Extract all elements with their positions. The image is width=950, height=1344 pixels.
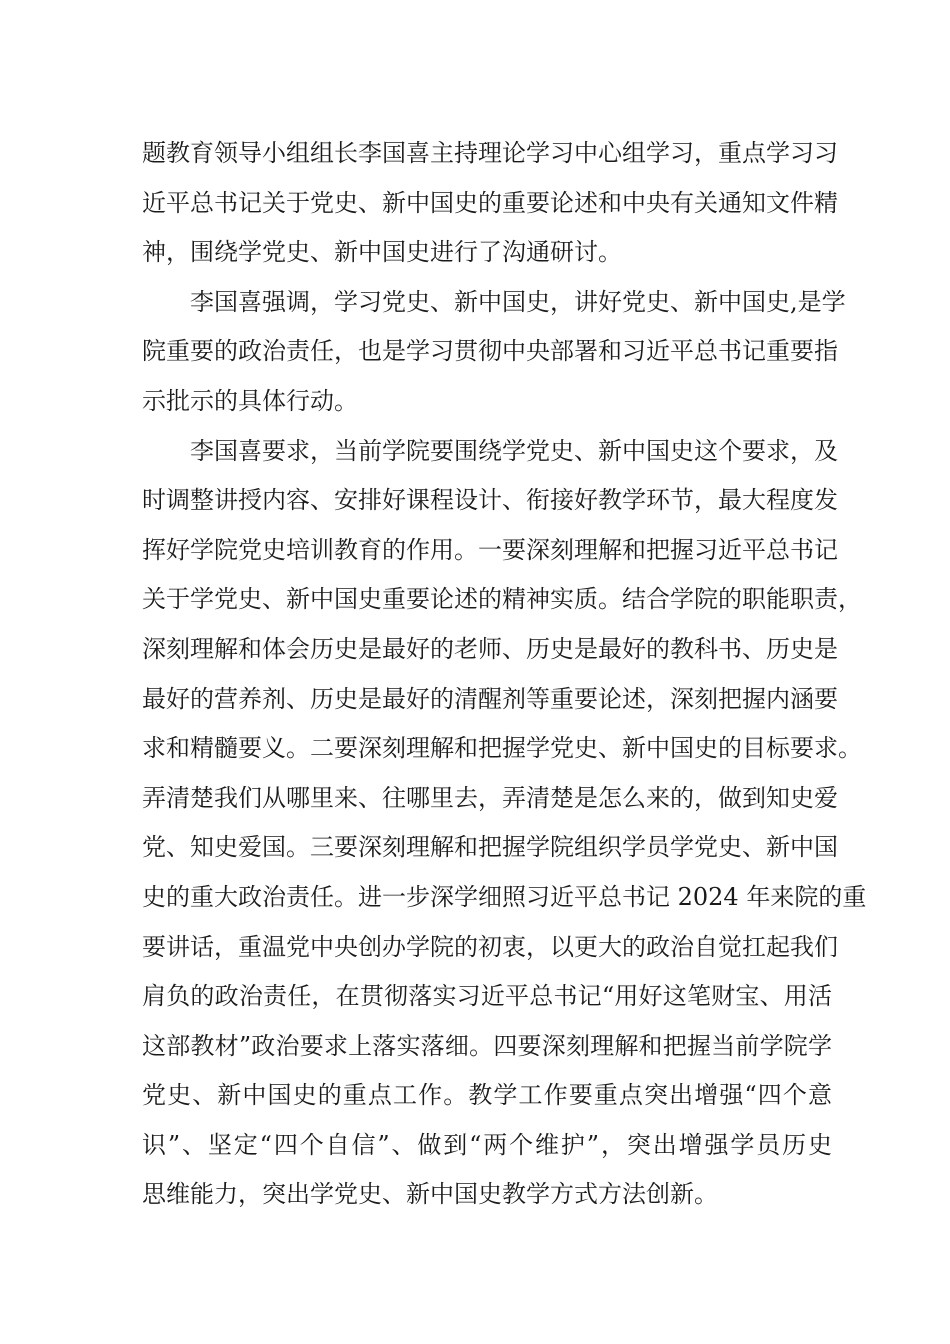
text-line: 近平总书记关于党史、新中国史的重要论述和中央有关通知文件精 — [142, 188, 838, 217]
text-line: 最好的营养剂、历史是最好的清醒剂等重要论述，深刻把握内涵要 — [142, 684, 838, 713]
text-line: 院重要的政治责任，也是学习贯彻中央部署和习近平总书记重要指 — [142, 337, 838, 366]
text-line: 示批示的具体行动。 — [142, 386, 358, 415]
text-line: 史的重大政治责任。进一步深学细照习近平总书记 2024 年来院的重 — [142, 882, 867, 911]
text-line: 挥好学院党史培训教育的作用。一要深刻理解和把握习近平总书记 — [142, 535, 838, 564]
text-line: 要讲话，重温党中央创办学院的初衷，以更大的政治自觉扛起我们 — [142, 932, 838, 961]
text-line: 深刻理解和体会历史是最好的老师、历史是最好的教科书、历史是 — [142, 634, 838, 663]
text-line: 关于学党史、新中国史重要论述的精神实质。结合学院的职能职责， — [142, 585, 862, 614]
text-line: 弄清楚我们从哪里来、往哪里去，弄清楚是怎么来的，做到知史爱 — [142, 783, 838, 812]
text-line: 这部教材”政治要求上落实落细。四要深刻理解和把握当前学院学 — [142, 1031, 832, 1060]
text-line: 肩负的政治责任，在贯彻落实习近平总书记“用好这笔财宝、用活 — [142, 982, 832, 1011]
text-line: 识”、坚定“四个自信”、做到“两个维护”，突出增强学员历史 — [142, 1130, 832, 1159]
paragraph-first-line: 李国喜强调，学习党史、新中国史，讲好党史、新中国史,是学 — [190, 287, 846, 316]
text-line: 党、知史爱国。三要深刻理解和把握学院组织学员学党史、新中国 — [142, 833, 838, 862]
text-line: 党史、新中国史的重点工作。教学工作要重点突出增强“四个意 — [142, 1081, 832, 1110]
text-line: 思维能力，突出学党史、新中国史教学方式方法创新。 — [142, 1180, 718, 1209]
body-text — [142, 129, 867, 1220]
paragraph-first-line: 李国喜要求，当前学院要围绕学党史、新中国史这个要求，及 — [190, 436, 838, 465]
text-line: 时调整讲授内容、安排好课程设计、衔接好教学环节，最大程度发 — [142, 486, 838, 515]
text-line: 题教育领导小组组长李国喜主持理论学习中心组学习，重点学习习 — [142, 139, 838, 167]
text-line: 求和精髓要义。二要深刻理解和把握学党史、新中国史的目标要求。 — [142, 734, 862, 763]
text-line: 神，围绕学党史、新中国史进行了沟通研讨。 — [142, 238, 622, 267]
